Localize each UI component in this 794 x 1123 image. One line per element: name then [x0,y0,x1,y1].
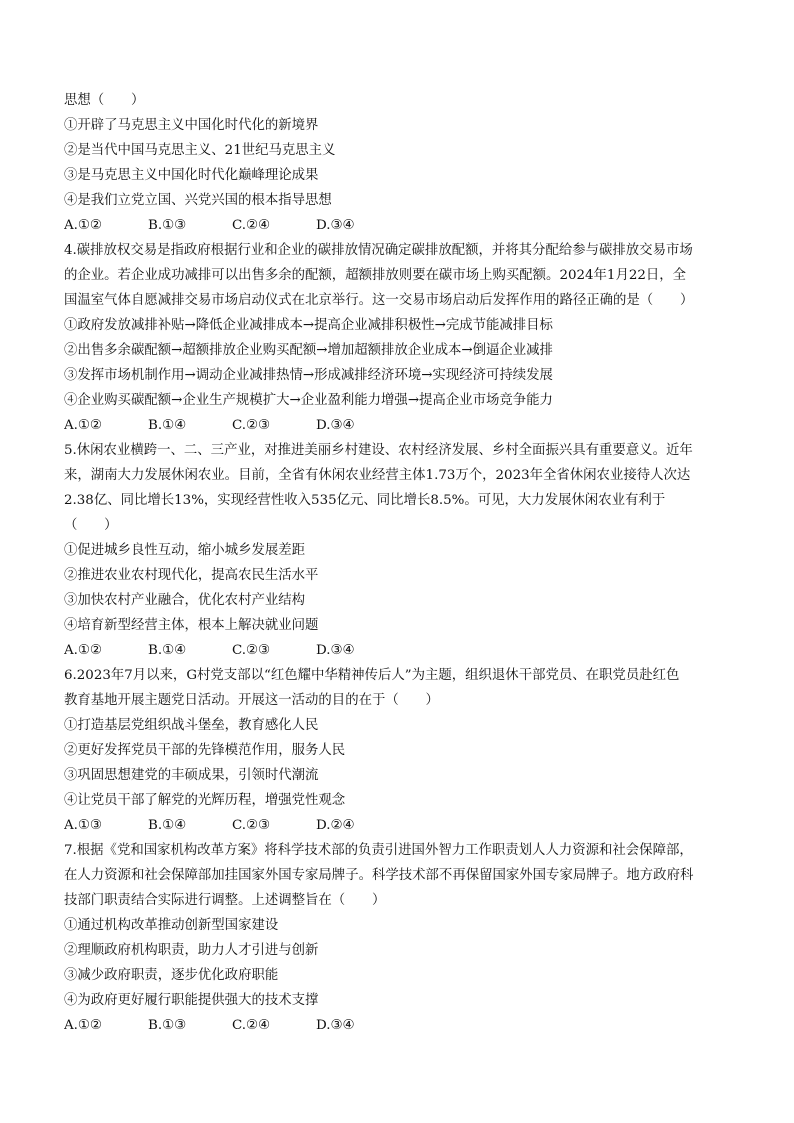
q3-options [64,213,734,238]
q5-item-1: ①促进城乡良性互动，缩小城乡发展差距 [64,543,306,558]
q7-item-1: ①通过机构改革推动创新型国家建设 [64,918,279,933]
q7-options [64,1013,734,1038]
q6-option-b: B.①④ [148,818,187,833]
q7-stem-line-2: 在人力资源和社会保障部加挂国家外国专家局牌子。科学技术部不再保留国家外国专家局牌子。地方政府科 [64,868,694,883]
q7-option-a: A.①② [64,1018,102,1033]
q6-option-a: A.①③ [64,818,102,833]
q3-option-a: A.①② [64,218,102,233]
q4-option-d: D.③④ [316,418,355,433]
q5-item-4: ④培育新型经营主体，根本上解决就业问题 [64,618,319,633]
q5-option-a: A.①② [64,643,102,658]
q6-item-2: ②更好发挥党员干部的先锋模范作用，服务人民 [64,743,346,758]
q3-option-b: B.①③ [148,218,187,233]
q7-option-b: B.①③ [148,1018,187,1033]
q4-stem-line-1: 4.碳排放权交易是指政府根据行业和企业的碳排放情况确定碳排放配额，并将其分配给参与碳排放交易市场 [64,243,693,258]
q5-stem-line-4: （ ） [64,518,118,533]
q3-item-1: ①开辟了马克思主义中国化时代化的新境界 [64,118,319,133]
q7-stem-line-1: 7.根据《党和国家机构改革方案》将科学技术部的负责引进国外智力工作职责划人人力资源和社会保障部， [64,843,693,858]
q5-stem-line-3: 2.38亿、同比增长13%，实现经营性收入535亿元、同比增长8.5%。可见，大力发展休闲农业有利于 [64,493,666,508]
q6-item-3: ③巩固思想建党的丰硕成果，引领时代潮流 [64,768,319,783]
q4-option-b: B.①④ [148,418,187,433]
q7-option-c: C.②④ [232,1018,271,1033]
q7-stem-line-3: 技部门职责结合实际进行调整。上述调整旨在（ ） [64,893,386,908]
q7-item-2: ②理顺政府机构职责，助力人才引进与创新 [64,943,319,958]
q6-options [64,813,734,838]
q3-stem-tail: 思想（ ） [64,93,145,108]
q4-options [64,413,734,438]
q4-option-c: C.②③ [232,418,271,433]
q5-item-2: ②推进农业农村现代化，提高农民生活水平 [64,568,319,583]
q3-item-3: ③是马克思主义中国化时代化巅峰理论成果 [64,168,319,183]
q5-options [64,638,734,663]
q5-item-3: ③加快农村产业融合，优化农村产业结构 [64,593,306,608]
q6-item-4: ④让党员干部了解党的光辉历程，增强党性观念 [64,793,346,808]
q6-stem-line-2: 教育基地开展主题党日活动。开展这一活动的目的在于（ ） [64,693,439,708]
q6-option-d: D.②④ [316,818,355,833]
q5-option-c: C.②③ [232,643,271,658]
q7-item-3: ③减少政府职责，逐步优化政府职能 [64,968,279,983]
q3-option-c: C.②④ [232,218,271,233]
q4-stem-line-3: 国温室气体自愿减排交易市场启动仪式在北京举行。这一交易市场启动后发挥作用的路径正确的是（ ） [64,293,694,308]
q3-item-4: ④是我们立党立国、兴党兴国的根本指导思想 [64,193,332,208]
q7-item-4: ④为政府更好履行职能提供强大的技术支撑 [64,993,319,1008]
q5-option-d: D.③④ [316,643,355,658]
q5-stem-line-1: 5.休闲农业横跨一、二、三产业，对推进美丽乡村建设、农村经济发展、乡村全面振兴具有重要意义。近年 [64,443,693,458]
q7-option-d: D.③④ [316,1018,355,1033]
q6-option-c: C.②③ [232,818,271,833]
q4-item-3: ③发挥市场机制作用→调动企业减排热情→形成减排经济环境→实现经济可持续发展 [64,368,553,383]
q6-stem-line-1: 6.2023年7月以来，G村党支部以“红色耀中华精神传后人”为主题，组织退休干部党员、在职党员赴红色 [64,668,680,683]
q4-option-a: A.①② [64,418,102,433]
q4-item-1: ①政府发放减排补贴→降低企业减排成本→提高企业减排积极性→完成节能减排目标 [64,318,553,333]
q4-item-2: ②出售多余碳配额→超额排放企业购买配额→增加超额排放企业成本→倒逼企业减排 [64,343,553,358]
q6-item-1: ①打造基层党组织战斗堡垒，教育感化人民 [64,718,319,733]
q3-option-d: D.③④ [316,218,355,233]
q4-item-4: ④企业购买碳配额→企业生产规模扩大→企业盈利能力增强→提高企业市场竞争能力 [64,393,553,408]
q5-option-b: B.①④ [148,643,187,658]
q4-stem-line-2: 的企业。若企业成功减排可以出售多余的配额，超额排放则要在碳市场上购买配额。2024年1月22日，全 [64,268,687,283]
q3-item-2: ②是当代中国马克思主义、21世纪马克思主义 [64,143,336,158]
q5-stem-line-2: 来，湖南大力发展休闲农业。目前，全省有休闲农业经营主体1.73万个，2023年全省休闲农业接待人次达 [64,468,691,483]
